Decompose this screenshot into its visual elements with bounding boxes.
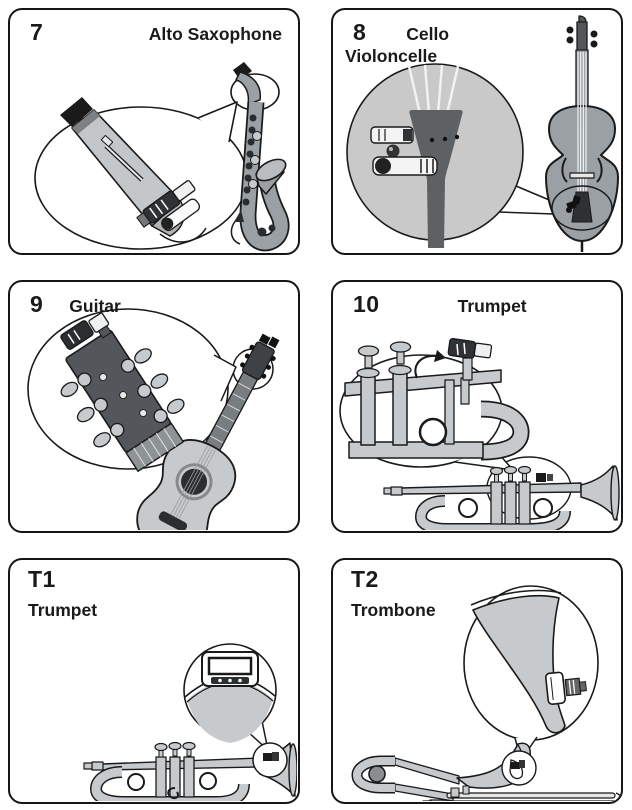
highlight-circle <box>253 743 287 777</box>
bridge <box>570 173 594 178</box>
panel-header <box>10 10 298 46</box>
panel-number: T2 <box>351 566 379 592</box>
clip-mini <box>263 752 279 761</box>
alto-saxophone-illustration <box>10 10 297 252</box>
panel-header <box>28 566 97 621</box>
panel-header <box>10 282 298 318</box>
panel-cello <box>331 8 623 255</box>
panel-title: Alto Saxophone <box>148 24 282 44</box>
cello-drawing <box>546 16 618 252</box>
panel-number: 10 <box>353 291 380 317</box>
panel-number: 8 <box>353 19 367 45</box>
panel-subtitle: Violoncelle <box>345 46 438 66</box>
panel-title: Guitar <box>69 296 121 316</box>
panel-trumpet-t1 <box>8 558 300 804</box>
trombone-drawing <box>357 743 620 801</box>
panel-title: Trumpet <box>28 600 98 620</box>
panel-number: 9 <box>30 291 44 317</box>
panel-trumpet-10 <box>331 280 623 533</box>
panel-guitar <box>8 280 300 533</box>
clip-mini <box>536 473 553 482</box>
trumpet-illustration <box>333 282 620 530</box>
panel-header <box>333 282 621 318</box>
panel-number: 7 <box>30 19 44 45</box>
panel-header <box>351 566 436 621</box>
panel-trombone <box>331 558 623 804</box>
panel-title: Trombone <box>351 600 436 620</box>
highlight-circle <box>502 751 536 785</box>
panel-title: Trumpet <box>457 296 527 316</box>
clip-tuner-device <box>202 652 258 686</box>
tuner-display <box>209 658 251 674</box>
guitar-illustration <box>10 282 297 530</box>
panel-number: T1 <box>28 566 56 592</box>
panel-alto-saxophone <box>8 8 300 255</box>
panel-title: Cello <box>406 24 450 44</box>
panel-header <box>333 10 621 46</box>
